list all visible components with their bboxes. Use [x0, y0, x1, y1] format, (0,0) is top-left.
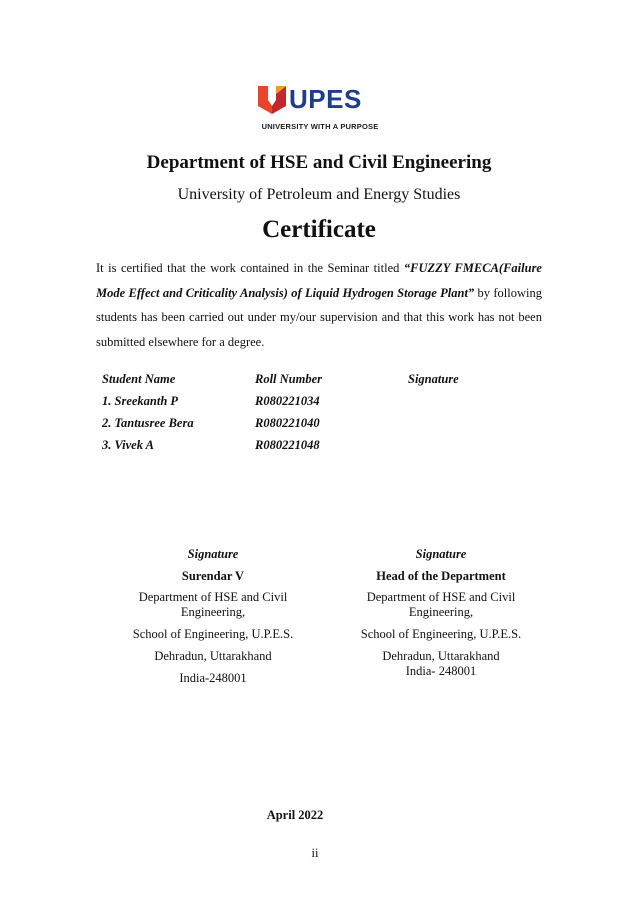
- student-name: 3. Vivek A: [102, 438, 154, 452]
- department-line: Department of HSE and Civil: [366, 590, 516, 604]
- department-line-continued: Engineering,: [180, 605, 246, 619]
- city-line: Dehradun, Uttarakhand: [382, 649, 500, 663]
- upes-logo: [258, 84, 382, 134]
- supervisor-name: Surendar V: [181, 569, 245, 583]
- page-number: ii: [311, 846, 319, 860]
- certificate-title: Certificate: [262, 216, 376, 243]
- school-line: School of Engineering, U.P.E.S.: [360, 627, 522, 641]
- hod-title: Head of the Department: [376, 569, 506, 583]
- logo-tagline: UNIVERSITY WITH A PURPOSE: [261, 122, 379, 131]
- column-header-roll-number: Roll Number: [255, 372, 323, 386]
- signature-label: Signature: [415, 547, 467, 561]
- seminar-title: “FUZZY FMECA(Failure Mode Effect and Criticality Analysis) of Liquid Hydrogen Storage Plant”: [96, 261, 542, 300]
- statement-part1: It is certified that the work contained in the Seminar titled: [96, 261, 404, 275]
- supervisor-signature-block: [118, 547, 308, 686]
- logo-wordmark: UPES: [289, 84, 362, 114]
- university-name: University of Petroleum and Energy Studies: [177, 186, 461, 203]
- department-line: Department of HSE and Civil: [138, 590, 288, 604]
- certificate-statement: [96, 256, 542, 354]
- upes-logo-mark-icon: [258, 86, 286, 114]
- country-line: India-248001: [179, 671, 247, 685]
- department-line-continued: Engineering,: [408, 605, 474, 619]
- school-line: School of Engineering, U.P.E.S.: [132, 627, 294, 641]
- roll-number: R080221034: [255, 394, 320, 408]
- student-name: 1. Sreekanth P: [102, 394, 179, 408]
- department-heading: Department of HSE and Civil Engineering: [146, 152, 492, 173]
- roll-number: R080221040: [255, 416, 320, 430]
- statement-part2: by following students has been carried out under my/our supervision and that this work has not been submitted elsewhere for a degree.: [96, 285, 543, 349]
- city-line: Dehradun, Uttarakhand: [154, 649, 272, 663]
- certificate-date: April 2022: [266, 808, 324, 822]
- student-name: 2. Tantusree Bera: [102, 416, 194, 430]
- country-line: India- 248001: [405, 664, 477, 678]
- signature-label: Signature: [187, 547, 239, 561]
- hod-signature-block: [351, 547, 531, 679]
- column-header-student-name: Student Name: [102, 372, 176, 386]
- column-header-signature: Signature: [408, 372, 459, 386]
- roll-number: R080221048: [255, 438, 320, 452]
